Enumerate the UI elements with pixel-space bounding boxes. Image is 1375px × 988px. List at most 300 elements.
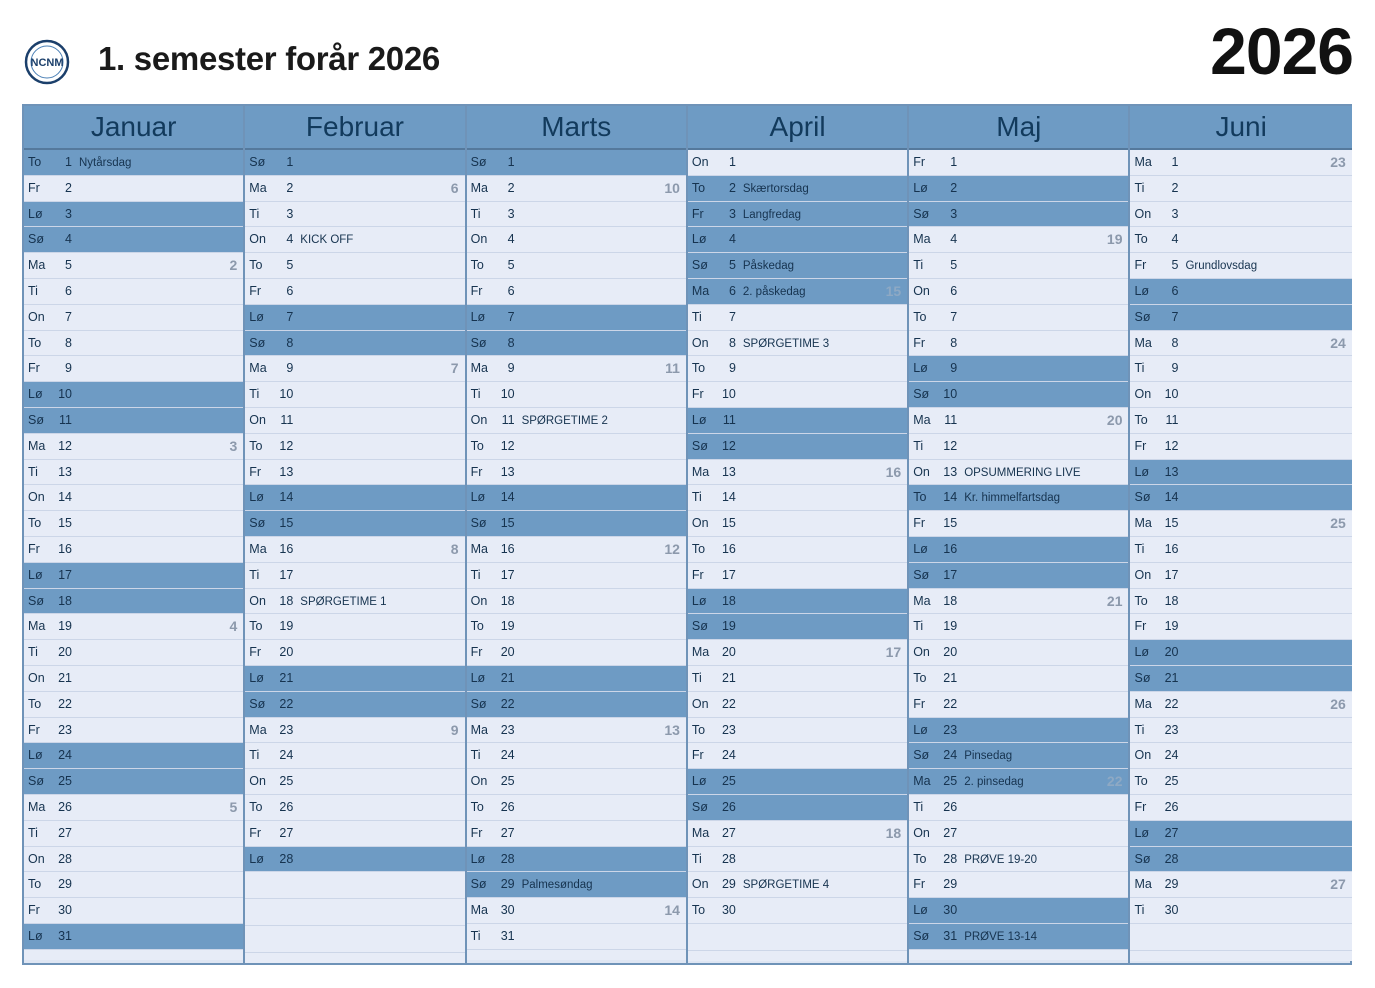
day-cell[interactable] (688, 537, 907, 563)
day-cell[interactable] (1130, 769, 1351, 795)
day-cell[interactable] (909, 666, 1128, 692)
day-cell[interactable] (24, 589, 243, 615)
day-number: 9 (507, 361, 515, 376)
day-number: 25 (279, 774, 294, 789)
day-cell[interactable] (24, 460, 243, 486)
day-of-week: Ti (691, 490, 702, 505)
day-cell[interactable] (467, 253, 686, 279)
day-number: 6 (950, 283, 958, 298)
day-cell[interactable] (688, 253, 907, 279)
day-number: 25 (721, 774, 736, 789)
day-cell[interactable] (1130, 537, 1351, 563)
day-cell[interactable] (1130, 666, 1351, 692)
day-cell[interactable] (467, 382, 686, 408)
day-cell[interactable] (24, 202, 243, 228)
day-of-week: Ma (470, 361, 488, 376)
day-cell[interactable] (467, 743, 686, 769)
day-cell[interactable] (467, 537, 686, 563)
day-cell[interactable] (467, 356, 686, 382)
day-cell[interactable] (1130, 176, 1351, 202)
day-number: 19 (500, 619, 515, 634)
day-number: 12 (58, 438, 72, 453)
day-of-week: Fr (470, 825, 483, 840)
day-cell[interactable] (24, 640, 243, 666)
day-cell[interactable] (909, 331, 1128, 357)
day-cell[interactable] (467, 563, 686, 589)
day-cell[interactable] (245, 795, 464, 821)
day-number: 28 (1164, 851, 1179, 866)
month-days (688, 150, 907, 961)
day-cell[interactable] (909, 305, 1128, 331)
day-cell[interactable] (245, 563, 464, 589)
day-cell[interactable] (909, 382, 1128, 408)
day-of-week: To (913, 490, 927, 505)
day-cell[interactable] (688, 821, 907, 847)
day-cell[interactable] (688, 614, 907, 640)
day-number: 15 (1164, 516, 1179, 531)
day-cell[interactable] (467, 847, 686, 873)
day-cell[interactable] (1130, 821, 1351, 847)
day-number: 6 (65, 283, 72, 298)
day-of-week: Fr (249, 825, 262, 840)
day-cell[interactable] (688, 666, 907, 692)
day-of-week: Sø (249, 516, 266, 531)
day-number: 20 (500, 645, 515, 660)
day-of-week: On (470, 232, 488, 247)
day-of-week: Ti (470, 748, 481, 763)
day-cell[interactable] (245, 743, 464, 769)
day-cell[interactable] (245, 718, 464, 744)
day-number: 4 (286, 232, 294, 247)
column-filler (909, 950, 1128, 960)
day-cell[interactable] (24, 795, 243, 821)
day-note: Skærtorsdag (742, 182, 809, 195)
month-column (245, 106, 466, 963)
day-cell[interactable] (467, 718, 686, 744)
day-cell[interactable] (24, 872, 243, 898)
day-number: 30 (58, 903, 72, 918)
day-cell[interactable] (24, 485, 243, 511)
day-cell[interactable] (909, 692, 1128, 718)
day-cell[interactable] (24, 537, 243, 563)
day-cell[interactable] (245, 382, 464, 408)
day-cell[interactable] (24, 511, 243, 537)
column-filler (24, 950, 243, 960)
day-of-week: On (913, 464, 930, 479)
day-number: 25 (943, 774, 958, 789)
day-cell[interactable] (1130, 847, 1351, 873)
day-cell[interactable] (688, 202, 907, 228)
month-name: April (688, 106, 907, 150)
day-of-week: Lø (913, 361, 928, 376)
day-number: 16 (279, 541, 294, 556)
day-cell[interactable] (24, 898, 243, 924)
day-cell[interactable] (24, 718, 243, 744)
day-cell[interactable] (688, 589, 907, 615)
day-number: 1 (950, 155, 958, 169)
day-cell[interactable] (688, 434, 907, 460)
day-of-week: Ti (1134, 361, 1145, 376)
day-of-week: Lø (28, 206, 43, 221)
day-cell[interactable] (1130, 640, 1351, 666)
day-cell[interactable] (245, 356, 464, 382)
day-number: 3 (507, 206, 515, 221)
empty-day-cell (688, 924, 907, 951)
day-of-week: Fr (28, 180, 40, 195)
day-cell[interactable] (909, 718, 1128, 744)
day-cell[interactable] (909, 769, 1128, 795)
day-cell[interactable] (467, 511, 686, 537)
day-cell[interactable] (467, 692, 686, 718)
day-of-week: Sø (249, 155, 266, 169)
day-cell[interactable] (909, 485, 1128, 511)
day-cell[interactable] (1130, 563, 1351, 589)
day-cell[interactable] (467, 666, 686, 692)
day-number: 22 (1164, 696, 1179, 711)
day-number: 6 (286, 283, 294, 298)
day-cell[interactable] (467, 485, 686, 511)
day-cell[interactable] (909, 408, 1128, 434)
day-cell[interactable] (1130, 692, 1351, 718)
day-cell[interactable] (24, 408, 243, 434)
empty-day-cell (245, 926, 464, 953)
day-cell[interactable] (467, 924, 686, 950)
day-number: 7 (728, 309, 736, 324)
day-cell[interactable] (1130, 253, 1351, 279)
day-cell[interactable] (688, 485, 907, 511)
day-cell[interactable] (688, 382, 907, 408)
day-cell[interactable] (245, 176, 464, 202)
day-cell[interactable] (909, 150, 1128, 176)
week-number: 15 (885, 282, 902, 299)
day-number: 28 (500, 851, 515, 866)
day-cell[interactable] (245, 434, 464, 460)
day-cell[interactable] (245, 331, 464, 357)
day-cell[interactable] (467, 434, 686, 460)
day-cell[interactable] (245, 485, 464, 511)
day-cell[interactable] (688, 511, 907, 537)
day-of-week: Ti (470, 387, 481, 402)
day-number: 10 (58, 387, 72, 402)
day-cell[interactable] (24, 924, 243, 950)
day-cell[interactable] (909, 176, 1128, 202)
day-cell[interactable] (245, 511, 464, 537)
day-cell[interactable] (688, 847, 907, 873)
day-cell[interactable] (24, 227, 243, 253)
day-cell[interactable] (909, 589, 1128, 615)
day-cell[interactable] (1130, 356, 1351, 382)
day-cell[interactable] (909, 924, 1128, 950)
day-cell[interactable] (467, 176, 686, 202)
day-number: 17 (500, 567, 515, 582)
day-of-week: Ma (470, 903, 488, 918)
day-cell[interactable] (24, 743, 243, 769)
day-cell[interactable] (467, 305, 686, 331)
day-cell[interactable] (909, 202, 1128, 228)
day-cell[interactable] (909, 253, 1128, 279)
day-cell[interactable] (909, 743, 1128, 769)
day-of-week: Sø (470, 335, 487, 350)
day-number: 11 (501, 412, 515, 427)
day-cell[interactable] (909, 537, 1128, 563)
day-number: 3 (65, 206, 72, 221)
day-cell[interactable] (24, 821, 243, 847)
day-cell[interactable] (24, 434, 243, 460)
day-number: 29 (1164, 877, 1179, 892)
day-of-week: Ma (249, 180, 267, 195)
day-cell[interactable] (1130, 331, 1351, 357)
day-cell[interactable] (688, 305, 907, 331)
day-cell[interactable] (24, 666, 243, 692)
day-cell[interactable] (688, 150, 907, 176)
day-number: 3 (728, 206, 736, 221)
page-header (0, 0, 1375, 100)
day-cell[interactable] (24, 356, 243, 382)
day-cell[interactable] (245, 821, 464, 847)
week-number: 14 (664, 902, 680, 919)
day-cell[interactable] (467, 202, 686, 228)
day-cell[interactable] (1130, 434, 1351, 460)
day-cell[interactable] (24, 847, 243, 873)
day-number: 14 (721, 490, 736, 505)
week-number: 22 (1106, 773, 1123, 790)
day-cell[interactable] (24, 614, 243, 640)
day-cell[interactable] (688, 279, 907, 305)
day-of-week: Ma (691, 283, 710, 298)
day-cell[interactable] (688, 176, 907, 202)
day-cell[interactable] (909, 847, 1128, 873)
day-cell[interactable] (688, 408, 907, 434)
day-cell[interactable] (688, 718, 907, 744)
day-cell[interactable] (909, 821, 1128, 847)
day-cell[interactable] (245, 614, 464, 640)
day-cell[interactable] (688, 743, 907, 769)
day-of-week: Ti (691, 309, 702, 324)
day-cell[interactable] (24, 563, 243, 589)
day-number: 28 (721, 851, 736, 866)
day-number: 7 (1171, 309, 1179, 324)
day-cell[interactable] (1130, 718, 1351, 744)
day-cell[interactable] (688, 331, 907, 357)
day-cell[interactable] (1130, 150, 1351, 176)
day-cell[interactable] (24, 279, 243, 305)
day-cell[interactable] (467, 795, 686, 821)
day-cell[interactable] (688, 692, 907, 718)
day-cell[interactable] (1130, 485, 1351, 511)
day-number: 27 (1164, 825, 1179, 840)
day-cell[interactable] (909, 563, 1128, 589)
day-cell[interactable] (909, 795, 1128, 821)
svg-text:NCNM: NCNM (30, 57, 64, 69)
day-cell[interactable] (1130, 305, 1351, 331)
day-number: 13 (279, 464, 294, 479)
day-of-week: To (691, 903, 706, 918)
day-cell[interactable] (1130, 511, 1351, 537)
day-of-week: Ti (249, 206, 260, 221)
day-cell[interactable] (245, 537, 464, 563)
day-cell[interactable] (1130, 279, 1351, 305)
day-cell[interactable] (24, 382, 243, 408)
day-cell[interactable] (688, 356, 907, 382)
day-cell[interactable] (688, 872, 907, 898)
day-cell[interactable] (245, 847, 464, 873)
day-cell[interactable] (467, 898, 686, 924)
month-days (245, 150, 464, 963)
day-cell[interactable] (24, 253, 243, 279)
day-cell[interactable] (1130, 898, 1351, 924)
day-of-week: Ti (470, 928, 481, 943)
day-cell[interactable] (688, 460, 907, 486)
day-of-week: To (1134, 412, 1148, 427)
day-cell[interactable] (245, 666, 464, 692)
day-of-week: On (28, 490, 45, 505)
day-of-week: Fr (913, 335, 925, 350)
day-number: 2 (507, 180, 515, 195)
week-number: 23 (1330, 154, 1346, 170)
day-cell[interactable] (688, 769, 907, 795)
day-cell[interactable] (245, 227, 464, 253)
day-cell[interactable] (1130, 872, 1351, 898)
day-number: 26 (500, 799, 515, 814)
day-note: Nytårsdag (79, 157, 132, 169)
day-cell[interactable] (467, 640, 686, 666)
day-of-week: On (1134, 206, 1152, 221)
day-number: 28 (943, 851, 958, 866)
day-cell[interactable] (909, 898, 1128, 924)
calendar-grid (22, 104, 1352, 965)
day-cell[interactable] (24, 331, 243, 357)
day-cell[interactable] (1130, 460, 1351, 486)
day-cell[interactable] (245, 279, 464, 305)
day-cell[interactable] (909, 279, 1128, 305)
day-cell[interactable] (467, 408, 686, 434)
day-number: 24 (500, 748, 515, 763)
day-cell[interactable] (245, 202, 464, 228)
day-cell[interactable] (467, 614, 686, 640)
day-cell[interactable] (245, 769, 464, 795)
day-number: 23 (1164, 722, 1179, 737)
day-cell[interactable] (688, 795, 907, 821)
day-cell[interactable] (245, 460, 464, 486)
day-cell[interactable] (245, 150, 464, 176)
day-cell[interactable] (467, 769, 686, 795)
day-cell[interactable] (1130, 614, 1351, 640)
day-of-week: Ti (691, 670, 702, 685)
day-of-week: Fr (470, 464, 483, 479)
day-cell[interactable] (688, 640, 907, 666)
day-cell[interactable] (1130, 202, 1351, 228)
day-cell[interactable] (245, 640, 464, 666)
day-of-week: Ti (913, 258, 924, 273)
day-number: 5 (286, 258, 294, 273)
day-number: 19 (943, 619, 958, 634)
day-cell[interactable] (909, 872, 1128, 898)
day-of-week: Ma (913, 774, 931, 789)
day-cell[interactable] (467, 872, 686, 898)
day-cell[interactable] (909, 640, 1128, 666)
week-number: 20 (1106, 411, 1123, 428)
day-cell[interactable] (467, 460, 686, 486)
day-cell[interactable] (1130, 589, 1351, 615)
day-number: 5 (728, 258, 736, 273)
day-cell[interactable] (467, 227, 686, 253)
day-cell[interactable] (688, 898, 907, 924)
day-cell[interactable] (245, 589, 464, 615)
day-cell[interactable] (909, 511, 1128, 537)
day-cell[interactable] (24, 692, 243, 718)
day-cell[interactable] (909, 460, 1128, 486)
day-of-week: Sø (913, 206, 930, 221)
day-cell[interactable] (467, 821, 686, 847)
day-of-week: Lø (691, 774, 707, 789)
day-cell[interactable] (688, 563, 907, 589)
day-of-week: Lø (1134, 645, 1150, 660)
day-cell[interactable] (245, 408, 464, 434)
week-number: 16 (885, 463, 902, 480)
day-note: SPØRGETIME 3 (742, 337, 830, 350)
day-of-week: Fr (691, 567, 704, 582)
day-cell[interactable] (467, 589, 686, 615)
day-cell[interactable] (467, 150, 686, 176)
day-number: 31 (943, 928, 958, 943)
day-number: 12 (1164, 438, 1179, 453)
day-cell[interactable] (467, 279, 686, 305)
day-cell[interactable] (688, 227, 907, 253)
day-cell[interactable] (245, 253, 464, 279)
day-of-week: Ti (913, 799, 924, 814)
day-of-week: Ma (470, 541, 488, 556)
day-cell[interactable] (245, 305, 464, 331)
day-cell[interactable] (1130, 743, 1351, 769)
day-cell[interactable] (24, 305, 243, 331)
day-cell[interactable] (24, 769, 243, 795)
day-cell[interactable] (24, 150, 243, 176)
day-cell[interactable] (1130, 408, 1351, 434)
week-number: 21 (1106, 592, 1123, 609)
day-of-week: To (28, 877, 42, 892)
day-cell[interactable] (245, 692, 464, 718)
day-number: 4 (1171, 232, 1179, 247)
year-label: 2026 (1210, 14, 1353, 88)
day-of-week: On (470, 412, 488, 427)
day-number: 15 (721, 516, 736, 531)
day-of-week: Fr (28, 903, 40, 918)
day-of-week: Sø (28, 232, 44, 247)
day-cell[interactable] (909, 356, 1128, 382)
day-of-week: Ti (28, 825, 38, 840)
day-cell[interactable] (909, 227, 1128, 253)
day-cell[interactable] (1130, 382, 1351, 408)
day-of-week: Fr (249, 283, 262, 298)
day-of-week: Sø (470, 877, 487, 892)
day-number: 16 (500, 541, 515, 556)
day-of-week: To (28, 696, 42, 711)
week-number: 7 (450, 360, 459, 377)
day-cell[interactable] (1130, 795, 1351, 821)
day-cell[interactable] (909, 434, 1128, 460)
day-number: 9 (728, 361, 736, 376)
day-of-week: On (470, 593, 488, 608)
day-cell[interactable] (909, 614, 1128, 640)
day-of-week: Fr (1134, 619, 1147, 634)
day-cell[interactable] (1130, 227, 1351, 253)
day-of-week: Ti (28, 645, 38, 660)
day-number: 27 (500, 825, 515, 840)
day-cell[interactable] (24, 176, 243, 202)
day-number: 29 (58, 877, 72, 892)
day-of-week: Sø (28, 412, 44, 427)
day-cell[interactable] (467, 331, 686, 357)
